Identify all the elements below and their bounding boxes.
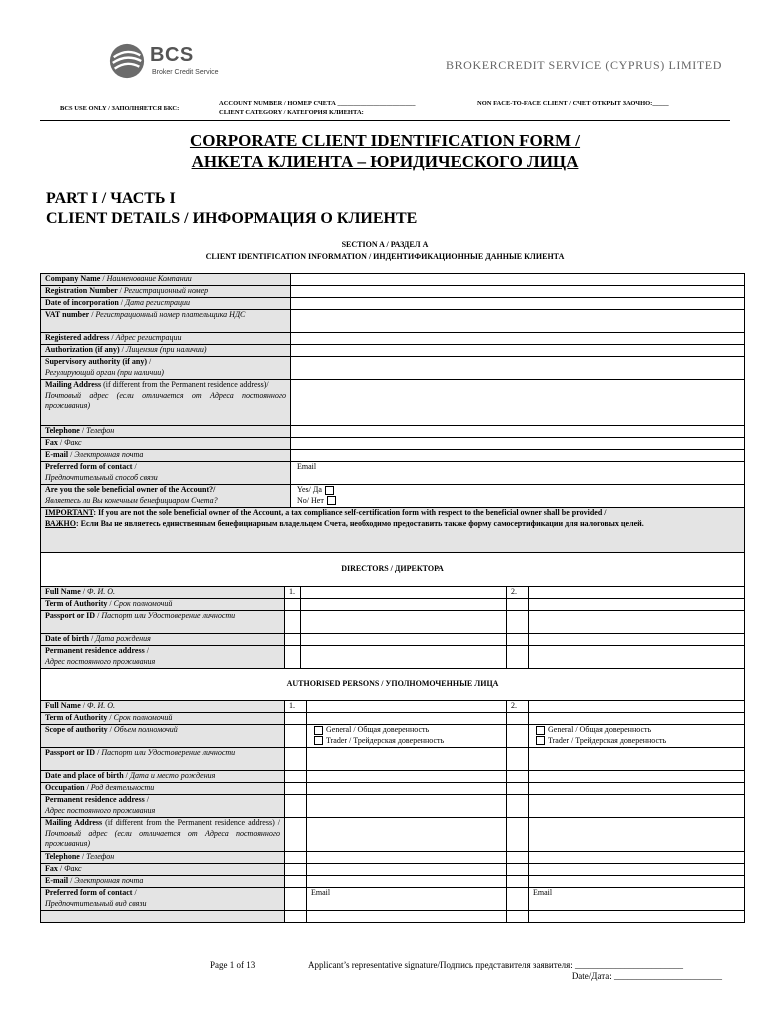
- director-1-dob[interactable]: [301, 634, 507, 646]
- non-face-to-face: NON FACE-TO-FACE CLIENT / СЧЕТ ОТКРЫТ ЗАОЧНО:_____: [477, 100, 669, 107]
- date-line[interactable]: Date/Дата: ________________________: [571, 971, 722, 981]
- telephone-label: Telephone / Телефон: [41, 426, 291, 438]
- director-2-full-name[interactable]: [529, 587, 745, 599]
- director-2-residence[interactable]: [529, 646, 745, 669]
- directors-title: DIRECTORS / ДИРЕКТОРА: [41, 553, 745, 587]
- directors-table: [40, 552, 745, 669]
- ap-scope-label: Scope of authority / Объем полномочий: [41, 725, 285, 748]
- email-label: E-mail / Электронная почта: [41, 450, 291, 462]
- date-of-incorporation-label: Date of incorporation / Дата регистрации: [41, 298, 291, 310]
- ap-1-mailing[interactable]: [307, 818, 507, 852]
- beneficial-owner-field: Yes/ Да No/ Нет: [291, 485, 745, 508]
- section-subtitle: CLIENT IDENTIFICATION INFORMATION / ИНДЕНТИФИКАЦИОННЫЕ ДАННЫЕ КЛИЕНТА: [205, 252, 565, 261]
- form-title-en: CORPORATE CLIENT IDENTIFICATION FORM /: [189, 131, 581, 150]
- date-of-incorporation-field[interactable]: [291, 298, 745, 310]
- ap-telephone-label: Telephone / Телефон: [41, 852, 285, 864]
- ap-2-passport[interactable]: [529, 748, 745, 771]
- ap-1-number: 1.: [285, 701, 307, 713]
- ap-2-fax[interactable]: [529, 864, 745, 876]
- account-number: ACCOUNT NUMBER / НОМЕР СЧЕТА ________________________: [219, 100, 416, 107]
- authorised-title: AUTHORISED PERSONS / УПОЛНОМОЧЕННЫЕ ЛИЦА: [41, 669, 745, 701]
- bcs-use-only: BCS USE ONLY / ЗАПОЛНЯЕТСЯ БКС:: [60, 105, 180, 112]
- director-2-dob[interactable]: [529, 634, 745, 646]
- registered-address-field[interactable]: [291, 333, 745, 345]
- preferred-contact-field[interactable]: Email: [291, 462, 745, 485]
- ap-2-number: 2.: [507, 701, 529, 713]
- ap-1-telephone[interactable]: [307, 852, 507, 864]
- registered-address-label: Registered address / Адрес регистрации: [41, 333, 291, 345]
- ap-2-mailing[interactable]: [529, 818, 745, 852]
- bcs-logo-icon: [108, 42, 146, 80]
- ap-2-telephone[interactable]: [529, 852, 745, 864]
- mailing-address-label: Mailing Address (if different from the Permanent residence address)/ Почтовый адрес (если отличается от Адреса постоянного проживания): [41, 380, 291, 426]
- director-dob-label: Date of birth / Дата рождения: [41, 634, 285, 646]
- ap-2-scope: General / Общая доверенность Trader / Трейдерская доверенность: [529, 725, 745, 748]
- ap-term-label: Term of Authority / Срок полномочий: [41, 713, 285, 725]
- director-2-number: 2.: [507, 587, 529, 599]
- supervisory-authority-label: Supervisory authority (if any) / Регулирующий орган (при наличии): [41, 357, 291, 380]
- mailing-address-field[interactable]: [291, 380, 745, 426]
- ap-dob-place-label: Date and place of birth / Дата и место рождения: [41, 771, 285, 783]
- logo-subtitle: Broker Credit Service: [152, 69, 219, 76]
- ap-2-general-checkbox[interactable]: [536, 726, 545, 735]
- client-details-table: [40, 273, 745, 554]
- ap-1-term[interactable]: [307, 713, 507, 725]
- preferred-contact-label: Preferred form of contact / Предпочтительный способ связи: [41, 462, 291, 485]
- director-2-term[interactable]: [529, 599, 745, 611]
- ap-2-residence[interactable]: [529, 795, 745, 818]
- ap-2-email[interactable]: [529, 876, 745, 888]
- telephone-field[interactable]: [291, 426, 745, 438]
- ap-2-full-name[interactable]: [529, 701, 745, 713]
- ap-full-name-label: Full Name / Ф. И. О.: [41, 701, 285, 713]
- ap-email-label: E-mail / Электронная почта: [41, 876, 285, 888]
- part-title: PART I / ЧАСТЬ I: [46, 190, 176, 207]
- ap-1-full-name[interactable]: [307, 701, 507, 713]
- director-1-term[interactable]: [301, 599, 507, 611]
- authorization-label: Authorization (if any) / Лицензия (при наличии): [41, 345, 291, 357]
- logo-text: BCS: [150, 44, 194, 66]
- authorization-field[interactable]: [291, 345, 745, 357]
- director-1-number: 1.: [285, 587, 301, 599]
- ap-2-dob-place[interactable]: [529, 771, 745, 783]
- vat-number-field[interactable]: [291, 310, 745, 333]
- ap-fax-label: Fax / Факс: [41, 864, 285, 876]
- company-name: BROKERCREDIT SERVICE (CYPRUS) LIMITED: [445, 58, 722, 72]
- director-passport-label: Passport or ID / Паспорт или Удостоверение личности: [41, 611, 285, 634]
- ap-1-passport[interactable]: [307, 748, 507, 771]
- form-title-ru: АНКЕТА КЛИЕНТА – ЮРИДИЧЕСКОГО ЛИЦА: [191, 152, 579, 171]
- ap-occupation-label: Occupation / Род деятельности: [41, 783, 285, 795]
- fax-field[interactable]: [291, 438, 745, 450]
- director-1-passport[interactable]: [301, 611, 507, 634]
- fax-label: Fax / Факс: [41, 438, 291, 450]
- ap-1-dob-place[interactable]: [307, 771, 507, 783]
- ap-passport-label: Passport or ID / Паспорт или Удостоверение личности: [41, 748, 285, 771]
- email-field[interactable]: [291, 450, 745, 462]
- ap-preferred-label: Preferred form of contact / Предпочтительный вид связи: [41, 888, 285, 911]
- authorised-persons-table: [40, 668, 745, 923]
- client-category: CLIENT CATEGORY / КАТЕГОРИЯ КЛИЕНТА:: [219, 109, 364, 116]
- director-2-passport[interactable]: [529, 611, 745, 634]
- ap-2-term[interactable]: [529, 713, 745, 725]
- ap-residence-label: Permanent residence address / Адрес постоянного проживания: [41, 795, 285, 818]
- director-term-label: Term of Authority / Срок полномочий: [41, 599, 285, 611]
- director-1-residence[interactable]: [301, 646, 507, 669]
- vat-number-label: VAT number / Регистрационный номер плательщика НДС: [41, 310, 291, 333]
- ap-2-preferred[interactable]: Email: [529, 888, 745, 911]
- ap-1-email[interactable]: [307, 876, 507, 888]
- header-divider: [40, 120, 730, 121]
- section-title: SECTION A / РАЗДЕЛ А: [341, 240, 429, 249]
- director-1-full-name[interactable]: [301, 587, 507, 599]
- company-name-field[interactable]: [291, 274, 745, 286]
- beneficial-owner-label: Are you the sole beneficial owner of the Account?/ Являетесь ли Вы конечным бенефициаром Счета?: [41, 485, 291, 508]
- director-residence-label: Permanent residence address / Адрес постоянного проживания: [41, 646, 285, 669]
- registration-number-label: Registration Number / Регистрационный номер: [41, 286, 291, 298]
- ap-1-preferred[interactable]: Email: [307, 888, 507, 911]
- company-name-label: Company Name / Наименование Компании: [41, 274, 291, 286]
- part-subtitle: CLIENT DETAILS / ИНФОРМАЦИЯ О КЛИЕНТЕ: [46, 210, 418, 227]
- important-notice: IMPORTANT: If you are not the sole beneficial owner of the Account, a tax compliance self-certification form with respect to the beneficial owner shall be provided / ВАЖНО: Если Вы не являетесь единственным бенефициарным владельцем Счета, необходимо предоставить также форму самосертификации для налоговых целей.: [41, 508, 745, 554]
- ap-1-residence[interactable]: [307, 795, 507, 818]
- director-full-name-label: Full Name / Ф. И. О.: [41, 587, 285, 599]
- ap-mailing-label: Mailing Address (if different from the Permanent residence address) / Почтовый адрес (если отличается от Адреса постоянного проживания): [41, 818, 285, 852]
- ap-2-occupation[interactable]: [529, 783, 745, 795]
- supervisory-authority-field[interactable]: [291, 357, 745, 380]
- ap-1-general-checkbox[interactable]: [314, 726, 323, 735]
- signature-line[interactable]: Applicant’s representative signature/Подпись представителя заявителя: ________________________: [308, 960, 683, 970]
- yes-checkbox[interactable]: [325, 486, 334, 495]
- ap-2-trader-checkbox[interactable]: [536, 736, 545, 745]
- ap-1-fax[interactable]: [307, 864, 507, 876]
- ap-1-scope: General / Общая доверенность Trader / Трейдерская доверенность: [307, 725, 507, 748]
- page-number: Page 1 of 13: [210, 960, 256, 970]
- registration-number-field[interactable]: [291, 286, 745, 298]
- ap-1-occupation[interactable]: [307, 783, 507, 795]
- no-checkbox[interactable]: [327, 496, 336, 505]
- ap-1-trader-checkbox[interactable]: [314, 736, 323, 745]
